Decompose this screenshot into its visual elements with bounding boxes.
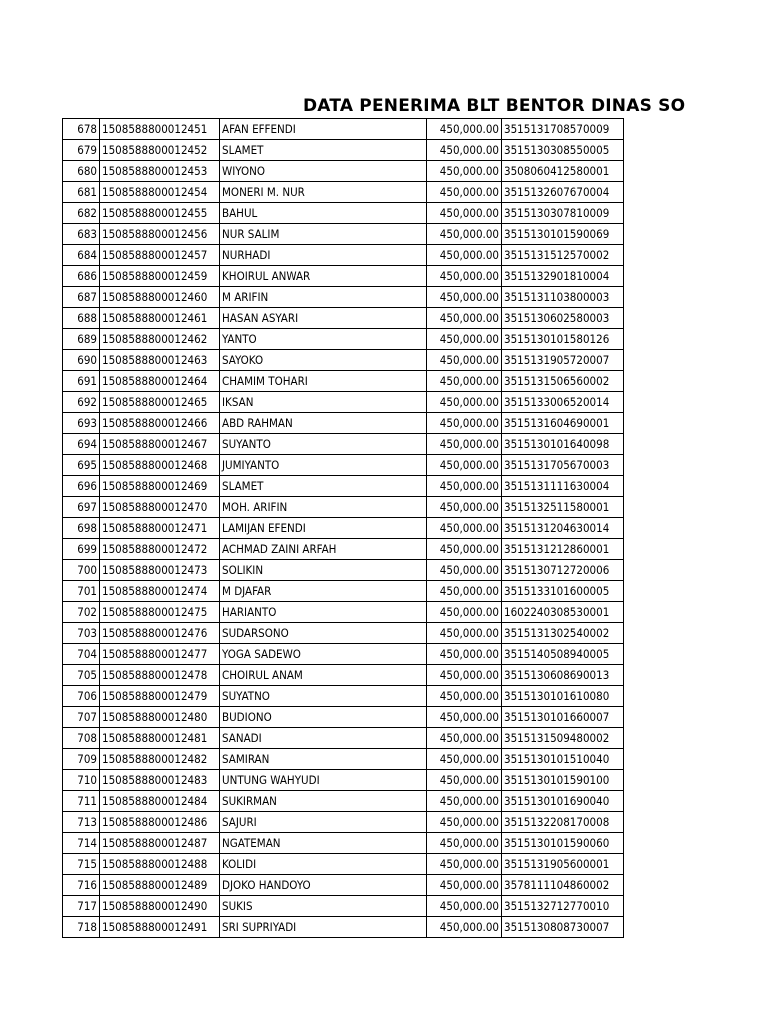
recipient-id-cell: 1508588800012474 [100, 581, 220, 602]
table-row [63, 392, 624, 413]
amount-cell: 450,000.00 [427, 875, 502, 896]
row-number-cell: 717 [63, 896, 100, 917]
nik-cell: 3515130101660007 [502, 707, 624, 728]
recipient-id-cell: 1508588800012461 [100, 308, 220, 329]
recipient-name-cell: SOLIKIN [220, 560, 427, 581]
recipient-name-cell: MONERI M. NUR [220, 182, 427, 203]
nik-cell: 1602240308530001 [502, 602, 624, 623]
recipient-name-cell: CHOIRUL ANAM [220, 665, 427, 686]
table-row [63, 623, 624, 644]
recipient-name-cell: SAYOKO [220, 350, 427, 371]
recipient-name-cell: LAMIJAN EFENDI [220, 518, 427, 539]
amount-cell: 450,000.00 [427, 686, 502, 707]
row-number-cell: 708 [63, 728, 100, 749]
row-number-cell: 697 [63, 497, 100, 518]
recipient-id-cell: 1508588800012459 [100, 266, 220, 287]
recipient-id-cell: 1508588800012481 [100, 728, 220, 749]
nik-cell: 3515132208170008 [502, 812, 624, 833]
amount-cell: 450,000.00 [427, 308, 502, 329]
amount-cell: 450,000.00 [427, 896, 502, 917]
nik-cell: 3515130808730007 [502, 917, 624, 938]
nik-cell: 3515132712770010 [502, 896, 624, 917]
nik-cell: 3515130308550005 [502, 140, 624, 161]
row-number-cell: 696 [63, 476, 100, 497]
recipient-name-cell: KHOIRUL ANWAR [220, 266, 427, 287]
amount-cell: 450,000.00 [427, 833, 502, 854]
nik-cell: 3515131509480002 [502, 728, 624, 749]
table-row [63, 707, 624, 728]
table-row [63, 539, 624, 560]
nik-cell: 3515130101690040 [502, 791, 624, 812]
nik-cell: 3515131905600001 [502, 854, 624, 875]
recipient-id-cell: 1508588800012470 [100, 497, 220, 518]
amount-cell: 450,000.00 [427, 245, 502, 266]
row-number-cell: 718 [63, 917, 100, 938]
amount-cell: 450,000.00 [427, 224, 502, 245]
nik-cell: 3515131708570009 [502, 119, 624, 140]
recipient-name-cell: SAMIRAN [220, 749, 427, 770]
amount-cell: 450,000.00 [427, 665, 502, 686]
table-row [63, 560, 624, 581]
row-number-cell: 690 [63, 350, 100, 371]
recipient-name-cell: SLAMET [220, 476, 427, 497]
amount-cell: 450,000.00 [427, 791, 502, 812]
recipient-name-cell: MOH. ARIFIN [220, 497, 427, 518]
recipient-id-cell: 1508588800012479 [100, 686, 220, 707]
row-number-cell: 704 [63, 644, 100, 665]
nik-cell: 3515130101590100 [502, 770, 624, 791]
recipient-id-cell: 1508588800012472 [100, 539, 220, 560]
table-row [63, 455, 624, 476]
amount-cell: 450,000.00 [427, 119, 502, 140]
nik-cell: 3515140508940005 [502, 644, 624, 665]
amount-cell: 450,000.00 [427, 350, 502, 371]
nik-cell: 3515130101510040 [502, 749, 624, 770]
recipient-id-cell: 1508588800012457 [100, 245, 220, 266]
recipient-id-cell: 1508588800012487 [100, 833, 220, 854]
row-number-cell: 692 [63, 392, 100, 413]
row-number-cell: 711 [63, 791, 100, 812]
amount-cell: 450,000.00 [427, 287, 502, 308]
table-row [63, 476, 624, 497]
amount-cell: 450,000.00 [427, 749, 502, 770]
recipient-name-cell: M ARIFIN [220, 287, 427, 308]
recipient-name-cell: CHAMIM TOHARI [220, 371, 427, 392]
table-row [63, 812, 624, 833]
nik-cell: 3515132607670004 [502, 182, 624, 203]
table-row [63, 329, 624, 350]
recipient-name-cell: DJOKO HANDOYO [220, 875, 427, 896]
table-row [63, 287, 624, 308]
amount-cell: 450,000.00 [427, 329, 502, 350]
row-number-cell: 716 [63, 875, 100, 896]
amount-cell: 450,000.00 [427, 917, 502, 938]
nik-cell: 3515133101600005 [502, 581, 624, 602]
recipient-name-cell: SUYANTO [220, 434, 427, 455]
row-number-cell: 693 [63, 413, 100, 434]
recipient-name-cell: IKSAN [220, 392, 427, 413]
recipient-id-cell: 1508588800012486 [100, 812, 220, 833]
nik-cell: 3515132511580001 [502, 497, 624, 518]
recipient-name-cell: HASAN ASYARI [220, 308, 427, 329]
recipient-name-cell: YANTO [220, 329, 427, 350]
nik-cell: 3515130307810009 [502, 203, 624, 224]
document-title: DATA PENERIMA BLT BENTOR DINAS SO [303, 96, 686, 116]
nik-cell: 3515130101640098 [502, 434, 624, 455]
amount-cell: 450,000.00 [427, 623, 502, 644]
recipient-id-cell: 1508588800012484 [100, 791, 220, 812]
amount-cell: 450,000.00 [427, 497, 502, 518]
amount-cell: 450,000.00 [427, 707, 502, 728]
row-number-cell: 699 [63, 539, 100, 560]
row-number-cell: 703 [63, 623, 100, 644]
table-row [63, 644, 624, 665]
nik-cell: 3515130602580003 [502, 308, 624, 329]
row-number-cell: 709 [63, 749, 100, 770]
table-row [63, 413, 624, 434]
table-row [63, 917, 624, 938]
recipient-id-cell: 1508588800012456 [100, 224, 220, 245]
recipient-name-cell: NUR SALIM [220, 224, 427, 245]
table-row [63, 182, 624, 203]
amount-cell: 450,000.00 [427, 371, 502, 392]
amount-cell: 450,000.00 [427, 413, 502, 434]
recipient-id-cell: 1508588800012482 [100, 749, 220, 770]
row-number-cell: 702 [63, 602, 100, 623]
table-row [63, 854, 624, 875]
row-number-cell: 691 [63, 371, 100, 392]
recipient-name-cell: ABD RAHMAN [220, 413, 427, 434]
row-number-cell: 689 [63, 329, 100, 350]
recipient-id-cell: 1508588800012488 [100, 854, 220, 875]
row-number-cell: 714 [63, 833, 100, 854]
table-row [63, 203, 624, 224]
row-number-cell: 682 [63, 203, 100, 224]
recipient-id-cell: 1508588800012464 [100, 371, 220, 392]
nik-cell: 3515131705670003 [502, 455, 624, 476]
recipient-name-cell: WIYONO [220, 161, 427, 182]
recipient-id-cell: 1508588800012463 [100, 350, 220, 371]
table-row [63, 140, 624, 161]
recipient-name-cell: UNTUNG WAHYUDI [220, 770, 427, 791]
row-number-cell: 706 [63, 686, 100, 707]
nik-cell: 3578111104860002 [502, 875, 624, 896]
recipient-id-cell: 1508588800012475 [100, 602, 220, 623]
recipient-id-cell: 1508588800012465 [100, 392, 220, 413]
nik-cell: 3515131111630004 [502, 476, 624, 497]
amount-cell: 450,000.00 [427, 560, 502, 581]
recipient-id-cell: 1508588800012469 [100, 476, 220, 497]
row-number-cell: 687 [63, 287, 100, 308]
recipient-id-cell: 1508588800012473 [100, 560, 220, 581]
amount-cell: 450,000.00 [427, 581, 502, 602]
row-number-cell: 707 [63, 707, 100, 728]
nik-cell: 3515130101610080 [502, 686, 624, 707]
row-number-cell: 713 [63, 812, 100, 833]
recipient-id-cell: 1508588800012452 [100, 140, 220, 161]
row-number-cell: 686 [63, 266, 100, 287]
recipient-name-cell: SRI SUPRIYADI [220, 917, 427, 938]
recipient-name-cell: NURHADI [220, 245, 427, 266]
recipient-id-cell: 1508588800012462 [100, 329, 220, 350]
amount-cell: 450,000.00 [427, 140, 502, 161]
table-row [63, 350, 624, 371]
amount-cell: 450,000.00 [427, 539, 502, 560]
table-row [63, 749, 624, 770]
recipient-id-cell: 1508588800012476 [100, 623, 220, 644]
nik-cell: 3515130101580126 [502, 329, 624, 350]
row-number-cell: 715 [63, 854, 100, 875]
recipient-id-cell: 1508588800012466 [100, 413, 220, 434]
recipient-name-cell: SUDARSONO [220, 623, 427, 644]
nik-cell: 3515131905720007 [502, 350, 624, 371]
table-row [63, 161, 624, 182]
amount-cell: 450,000.00 [427, 854, 502, 875]
table-row [63, 665, 624, 686]
recipient-id-cell: 1508588800012468 [100, 455, 220, 476]
recipient-name-cell: SUKIRMAN [220, 791, 427, 812]
recipient-id-cell: 1508588800012467 [100, 434, 220, 455]
recipient-name-cell: NGATEMAN [220, 833, 427, 854]
recipient-id-cell: 1508588800012453 [100, 161, 220, 182]
amount-cell: 450,000.00 [427, 644, 502, 665]
amount-cell: 450,000.00 [427, 182, 502, 203]
recipient-table-body [63, 119, 624, 938]
table-row [63, 875, 624, 896]
row-number-cell: 705 [63, 665, 100, 686]
row-number-cell: 679 [63, 140, 100, 161]
recipient-id-cell: 1508588800012491 [100, 917, 220, 938]
table-row [63, 434, 624, 455]
nik-cell: 3515131506560002 [502, 371, 624, 392]
nik-cell: 3515130101590060 [502, 833, 624, 854]
nik-cell: 3515131512570002 [502, 245, 624, 266]
nik-cell: 3515130712720006 [502, 560, 624, 581]
amount-cell: 450,000.00 [427, 602, 502, 623]
amount-cell: 450,000.00 [427, 518, 502, 539]
row-number-cell: 694 [63, 434, 100, 455]
amount-cell: 450,000.00 [427, 812, 502, 833]
table-row [63, 308, 624, 329]
table-row [63, 266, 624, 287]
recipient-name-cell: SANADI [220, 728, 427, 749]
row-number-cell: 684 [63, 245, 100, 266]
row-number-cell: 680 [63, 161, 100, 182]
recipient-id-cell: 1508588800012483 [100, 770, 220, 791]
recipient-id-cell: 1508588800012478 [100, 665, 220, 686]
recipient-id-cell: 1508588800012455 [100, 203, 220, 224]
recipient-name-cell: SUYATNO [220, 686, 427, 707]
recipient-id-cell: 1508588800012477 [100, 644, 220, 665]
recipient-id-cell: 1508588800012454 [100, 182, 220, 203]
table-row [63, 119, 624, 140]
table-row [63, 770, 624, 791]
nik-cell: 3515130101590069 [502, 224, 624, 245]
recipient-name-cell: SAJURI [220, 812, 427, 833]
nik-cell: 3515132901810004 [502, 266, 624, 287]
recipient-name-cell: JUMIYANTO [220, 455, 427, 476]
amount-cell: 450,000.00 [427, 728, 502, 749]
amount-cell: 450,000.00 [427, 392, 502, 413]
amount-cell: 450,000.00 [427, 770, 502, 791]
amount-cell: 450,000.00 [427, 476, 502, 497]
recipient-table [62, 118, 624, 938]
recipient-name-cell: AFAN EFFENDI [220, 119, 427, 140]
nik-cell: 3515131103800003 [502, 287, 624, 308]
recipient-name-cell: SUKIS [220, 896, 427, 917]
amount-cell: 450,000.00 [427, 455, 502, 476]
recipient-id-cell: 1508588800012451 [100, 119, 220, 140]
nik-cell: 3515131212860001 [502, 539, 624, 560]
table-row [63, 497, 624, 518]
row-number-cell: 678 [63, 119, 100, 140]
row-number-cell: 700 [63, 560, 100, 581]
table-row [63, 518, 624, 539]
table-row [63, 896, 624, 917]
recipient-name-cell: KOLIDI [220, 854, 427, 875]
recipient-id-cell: 1508588800012471 [100, 518, 220, 539]
nik-cell: 3515130608690013 [502, 665, 624, 686]
table-row [63, 728, 624, 749]
table-row [63, 224, 624, 245]
amount-cell: 450,000.00 [427, 434, 502, 455]
nik-cell: 3515133006520014 [502, 392, 624, 413]
recipient-name-cell: BAHUL [220, 203, 427, 224]
recipient-id-cell: 1508588800012490 [100, 896, 220, 917]
nik-cell: 3515131604690001 [502, 413, 624, 434]
amount-cell: 450,000.00 [427, 161, 502, 182]
table-row [63, 833, 624, 854]
row-number-cell: 710 [63, 770, 100, 791]
recipient-name-cell: SLAMET [220, 140, 427, 161]
row-number-cell: 688 [63, 308, 100, 329]
recipient-name-cell: ACHMAD ZAINI ARFAH [220, 539, 427, 560]
amount-cell: 450,000.00 [427, 266, 502, 287]
table-row [63, 245, 624, 266]
amount-cell: 450,000.00 [427, 203, 502, 224]
table-row [63, 602, 624, 623]
recipient-id-cell: 1508588800012480 [100, 707, 220, 728]
recipient-name-cell: M DJAFAR [220, 581, 427, 602]
table-row [63, 791, 624, 812]
row-number-cell: 683 [63, 224, 100, 245]
recipient-id-cell: 1508588800012489 [100, 875, 220, 896]
table-row [63, 371, 624, 392]
row-number-cell: 701 [63, 581, 100, 602]
nik-cell: 3515131204630014 [502, 518, 624, 539]
row-number-cell: 698 [63, 518, 100, 539]
recipient-name-cell: BUDIONO [220, 707, 427, 728]
table-row [63, 686, 624, 707]
nik-cell: 3508060412580001 [502, 161, 624, 182]
table-row [63, 581, 624, 602]
recipient-name-cell: YOGA SADEWO [220, 644, 427, 665]
row-number-cell: 681 [63, 182, 100, 203]
nik-cell: 3515131302540002 [502, 623, 624, 644]
recipient-id-cell: 1508588800012460 [100, 287, 220, 308]
row-number-cell: 695 [63, 455, 100, 476]
recipient-name-cell: HARIANTO [220, 602, 427, 623]
